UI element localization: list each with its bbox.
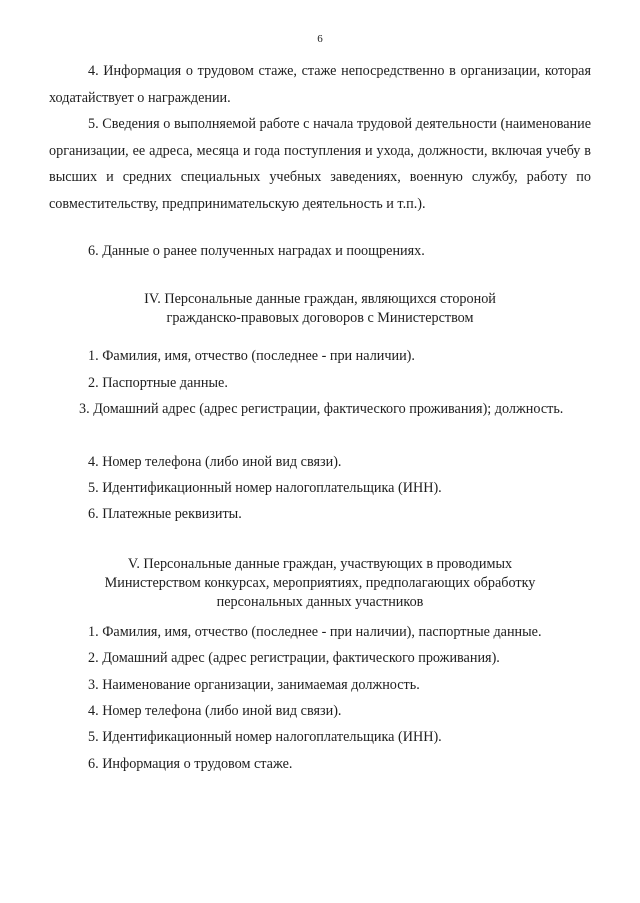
section-v-heading-line1: V. Персональные данные граждан, участвующих в проводимых — [127, 556, 513, 572]
intro-item-6: 6. Данные о ранее полученных наградах и поощрениях. — [88, 243, 425, 259]
section-v-item-3: 3. Наименование организации, занимаемая должность. — [88, 677, 420, 693]
section-iv-item-4: 4. Номер телефона (либо иной вид связи). — [88, 454, 342, 470]
section-v-heading-line2: Министерством конкурсах, мероприятиях, предполагающих обработку — [104, 575, 536, 591]
section-iv-heading-line1: IV. Персональные данные граждан, являющихся стороной — [144, 291, 496, 307]
section-v-heading-line3: персональных данных участников — [216, 594, 424, 610]
section-iv-heading-line2: гражданско-правовых договоров с Министерством — [166, 310, 474, 326]
section-iv-item-6: 6. Платежные реквизиты. — [88, 506, 242, 522]
section-iv-item-3: 3. Домашний адрес (адрес регистрации, фактического проживания); должность. — [79, 401, 564, 417]
section-iv-item-5: 5. Идентификационный номер налогоплательщика (ИНН). — [88, 480, 442, 496]
section-v-heading — [0, 555, 640, 612]
intro-item-4: 4. Информация о трудовом стаже, стаже непосредственно в организации, которая ходатайствует о награждении. — [49, 63, 591, 106]
section-iv-item-2: 2. Паспортные данные. — [88, 375, 228, 391]
section-iv-item-1: 1. Фамилия, имя, отчество (последнее - при наличии). — [88, 348, 415, 364]
intro-item-5: 5. Сведения о выполняемой работе с начала трудовой деятельности (наименование организации, ее адреса, месяца и года поступления и ухода, должности, включая учебу в высших и средних специальных учебных заведениях, военную службу, работу по совместительству, предпринимательскую деятельность и т.п.). — [49, 116, 591, 212]
section-v-item-4: 4. Номер телефона (либо иной вид связи). — [88, 703, 342, 719]
section-v-item-2: 2. Домашний адрес (адрес регистрации, фактического проживания). — [88, 650, 500, 666]
section-v-item-5: 5. Идентификационный номер налогоплательщика (ИНН). — [88, 729, 442, 745]
section-iv-heading — [0, 290, 640, 328]
section-v-item-6: 6. Информация о трудовом стаже. — [88, 756, 293, 772]
page-number: 6 — [317, 33, 323, 45]
section-v-item-1: 1. Фамилия, имя, отчество (последнее - при наличии), паспортные данные. — [88, 624, 542, 640]
